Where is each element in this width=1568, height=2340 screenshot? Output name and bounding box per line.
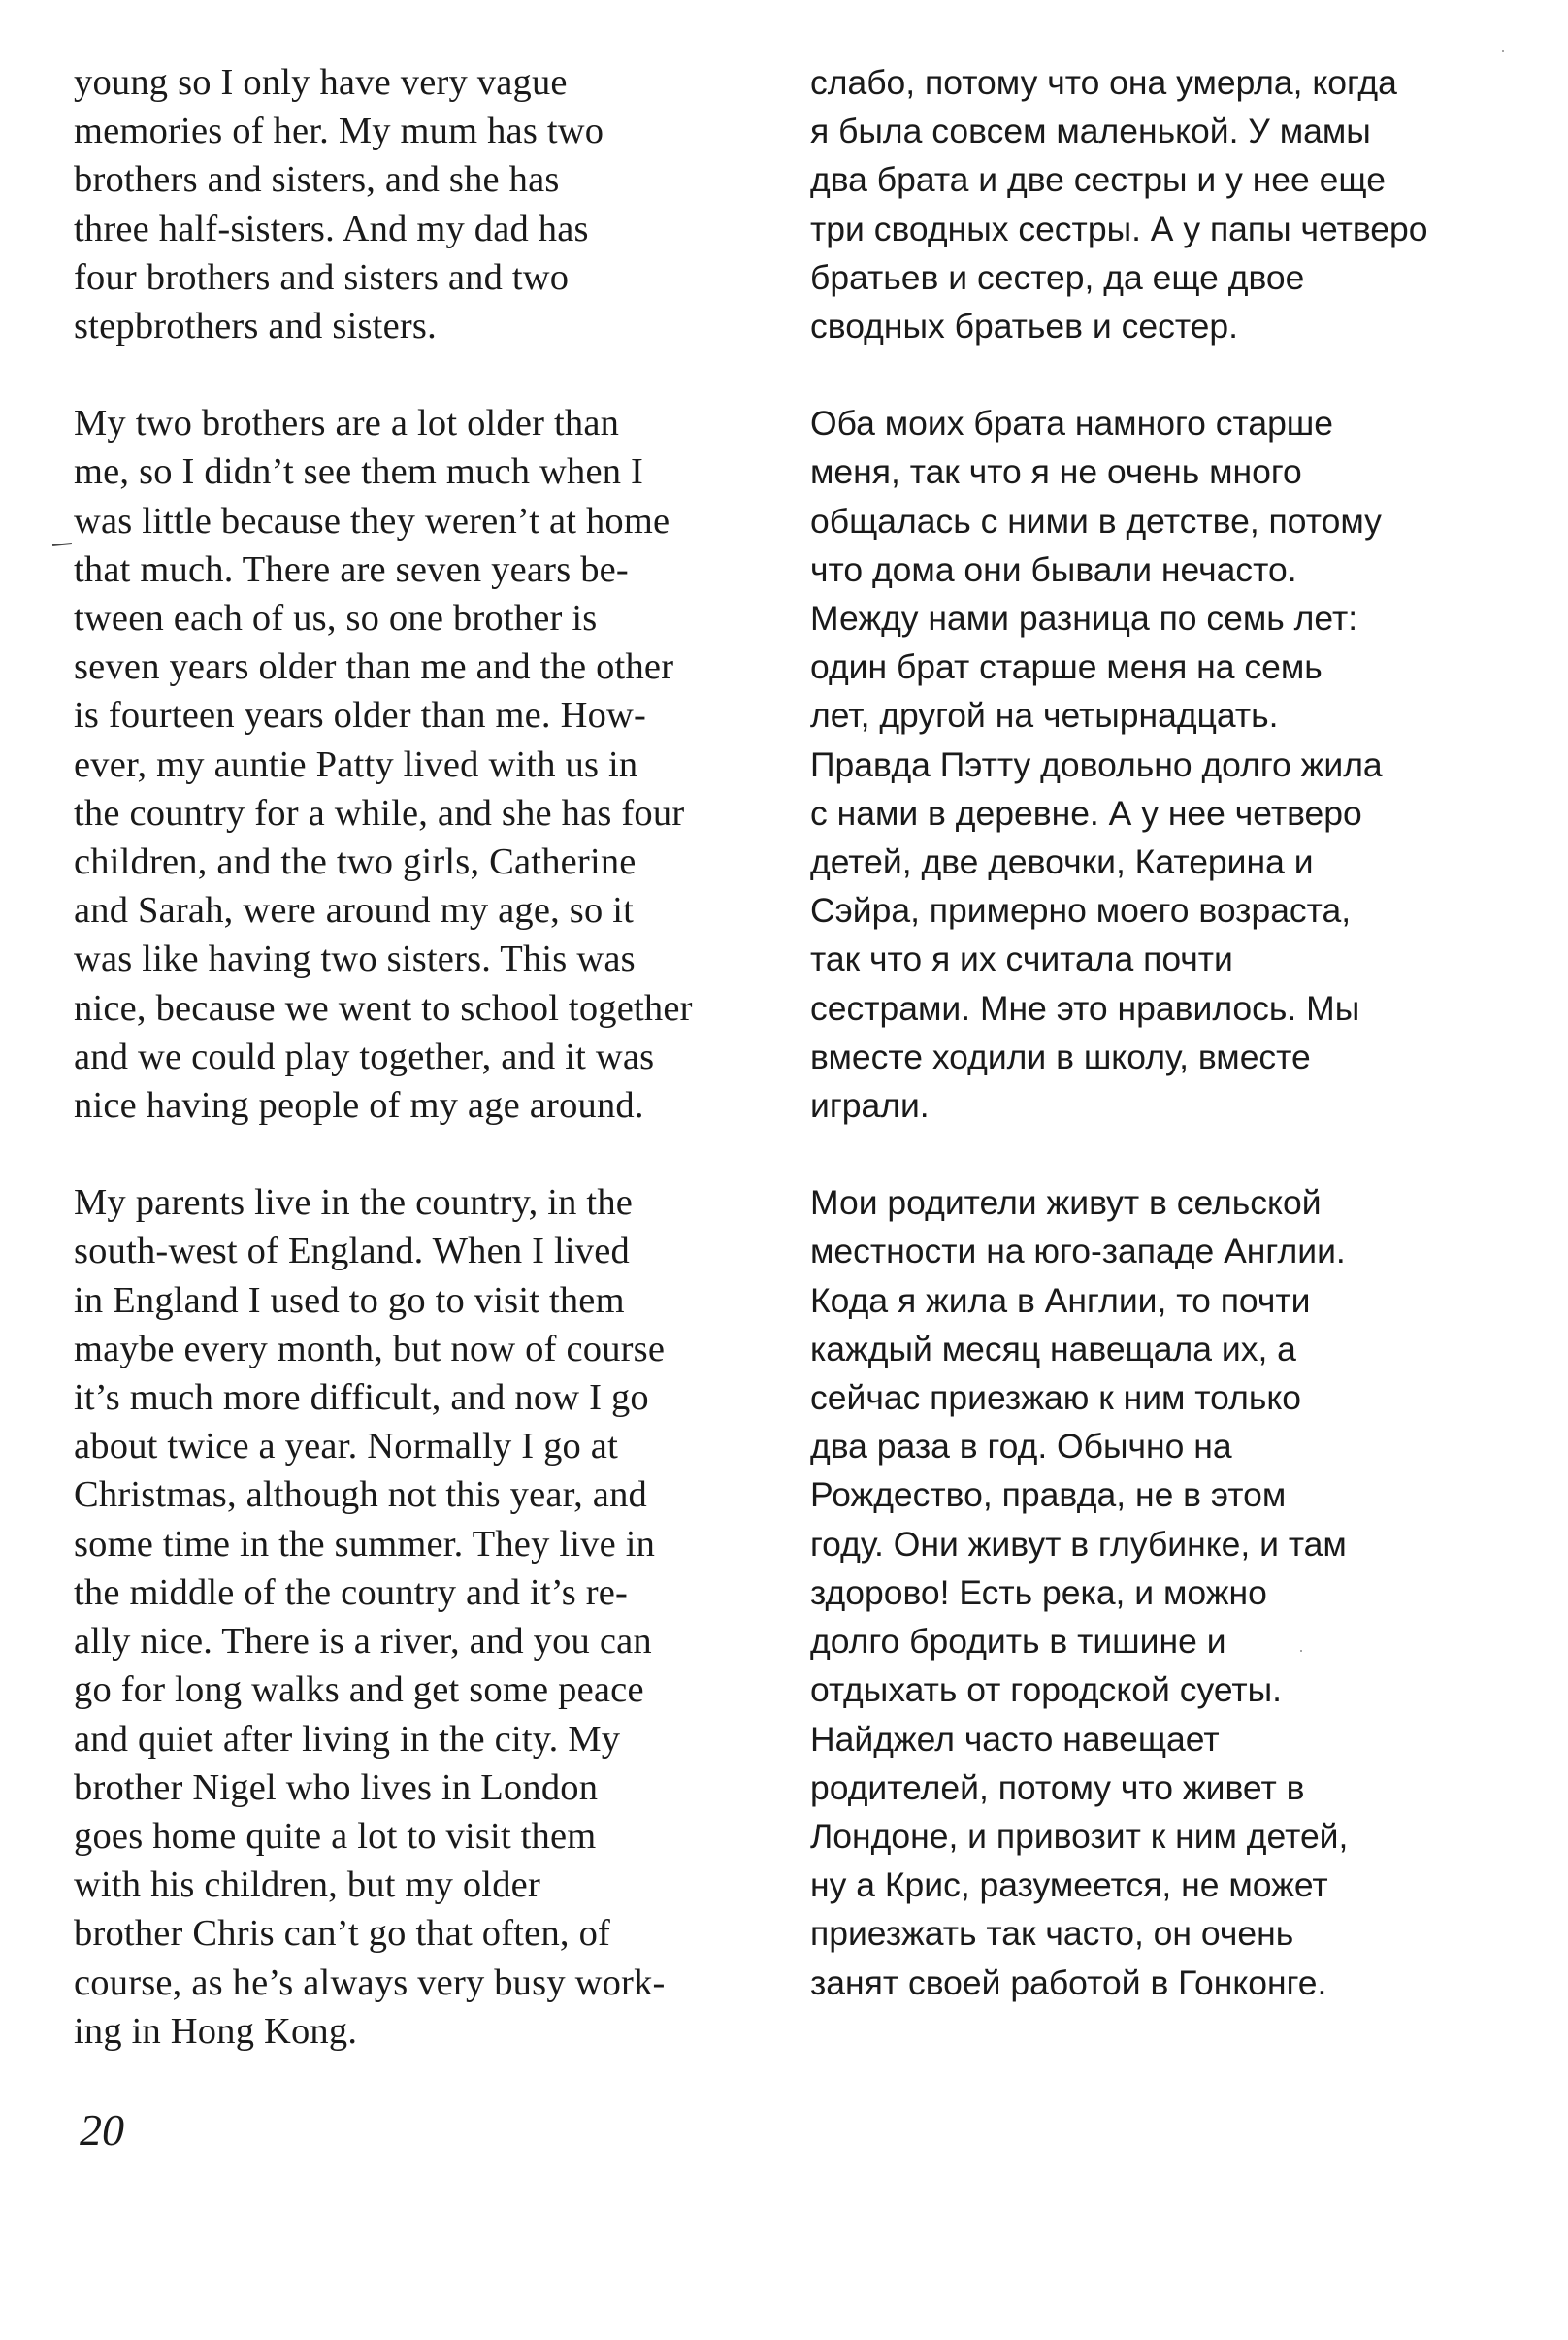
english-paragraph-2: My two brothers are a lot older than me, so I didn’t see them much when I was little because they weren’t at home that much. There are seven years be- tween each of us, so one brother is seven years older than me and the other is fourteen years older than me. How- ever, my auntie Patty lived with us in the country for a while, and she has four children, and the two girls, Catherine and Sarah, were around my age, so it was like having two sisters. This was nice, because we went to school together and we could play together, and it was nice having people of my age around. [74, 403, 693, 1127]
russian-paragraph-1: слабо, потому что она умерла, когда я была совсем маленькой. У мамы два брата и две сестры и у нее еще три сводных сестры. А у папы четверо братьев и сестер, да еще двое сводных братьев и сестер. [810, 63, 1428, 346]
english-paragraph-1: young so I only have very vague memories of her. My mum has two brothers and sisters, and she has three half-sisters. And my dad has four brothers and sisters and two stepbrothers and sisters. [74, 62, 604, 347]
margin-pencil-mark [52, 543, 72, 546]
english-column [74, 58, 753, 2104]
paper-speck [1502, 50, 1504, 52]
russian-paragraph-2: Оба моих брата намного старше меня, так что я не очень много общалась с ними в детстве, потому что дома они бывали нечасто. Между нами разница по семь лет: один брат старше меня на семь лет, другой на четырнадцать. Правда Пэтту довольно долго жила с нами в деревне. А у нее четверо детей, две девочки, Катерина и Сэйра, примерно моего возраста, так что я их считала почти сестрами. Мне это нравилось. Мы вместе ходили в школу, вместе играли. [810, 404, 1383, 1126]
russian-column [810, 58, 1446, 2056]
russian-paragraph-3: Мои родители живут в сельской местности на юго-западе Англии. Кода я жила в Англии, то почти каждый месяц навещала их, а сейчас приезжаю к ним только два раза в год. Обычно на Рождество, правда, не в этом году. Они живут в глубинке, и там здорово! Есть река, и можно долго бродить в тишине и отдыхать от городской суеты. Найджел часто навещает родителей, потому что живет в Лондоне, и привозит к ним детей, ну а Крис, разумеется, не может приезжать так часто, он очень занят своей работой в Гонконге. [810, 1183, 1349, 2002]
page-number: 20 [80, 2105, 124, 2155]
paper-speck [1300, 1650, 1302, 1652]
english-paragraph-3: My parents live in the country, in the south-west of England. When I lived in England I used to go to visit them maybe every month, but now of course it’s much more difficult, and now I go about twice a year. Normally I go at Christmas, although not this year, and some time in the summer. They live in the middle of the country and it’s re- ally nice. There is a river, and you can go for long walks and get some peace and quiet after living in the city. My brother Nigel who lives in London goes home quite a lot to visit them with his children, but my older brother Chris can’t go that often, of course, as he’s always very busy work- ing in Hong Kong. [74, 1182, 666, 2052]
